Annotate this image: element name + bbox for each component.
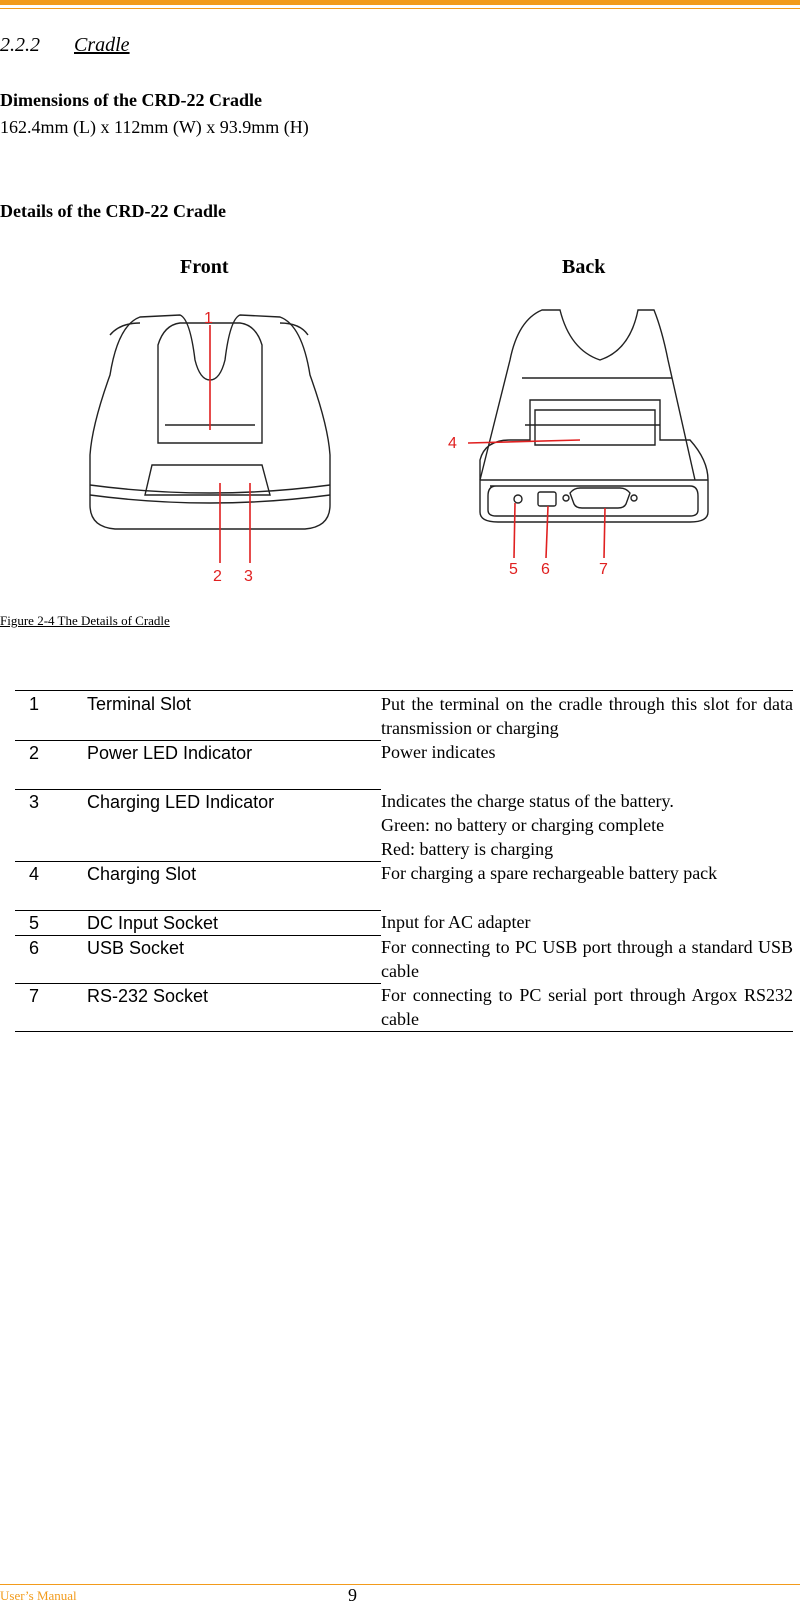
item-name: Charging LED Indicator — [87, 789, 381, 861]
item-name: RS-232 Socket — [87, 985, 209, 1006]
item-description: For charging a spare rechargeable battery pack — [381, 863, 718, 883]
callout-4: 4 — [448, 435, 457, 452]
section-number: 2.2.2 — [0, 34, 40, 56]
header-rule — [0, 0, 800, 5]
page-number: 9 — [348, 1585, 357, 1605]
item-name: DC Input Socket — [87, 910, 381, 935]
front-label: Front — [180, 256, 229, 278]
callout-3: 3 — [244, 568, 253, 585]
item-name: Terminal Slot — [87, 692, 381, 740]
item-description: Power indicates — [381, 742, 496, 762]
item-number: 1 — [15, 692, 87, 740]
item-description: For connecting to PC USB port through a standard USB cable — [381, 937, 793, 981]
header-rule-thin — [0, 8, 800, 9]
desc-line: Red: battery is charging — [381, 839, 554, 859]
item-description: For connecting to PC serial port through Argox RS232 cable — [381, 985, 793, 1029]
item-number: 4 — [15, 861, 87, 910]
callout-5: 5 — [509, 561, 518, 578]
item-description: Put the terminal on the cradle through this slot for data transmission or charging — [381, 694, 793, 738]
item-name: Charging Slot — [87, 861, 381, 910]
section-title: Cradle — [74, 34, 130, 56]
item-number: 2 — [15, 740, 87, 789]
callout-7: 7 — [599, 561, 608, 578]
table-row — [15, 861, 793, 910]
callout-2: 2 — [213, 568, 222, 585]
table-row — [15, 935, 793, 983]
dimensions-heading: Dimensions of the CRD-22 Cradle — [0, 90, 262, 110]
back-label: Back — [562, 256, 606, 278]
desc-line: Green: no battery or charging complete — [381, 815, 665, 835]
footer-manual-label: User’s Manual — [0, 1588, 77, 1603]
item-name: USB Socket — [87, 935, 381, 983]
dimensions-value: 162.4mm (L) x 112mm (W) x 93.9mm (H) — [0, 117, 309, 137]
cradle-back-image — [440, 300, 730, 590]
table-top-rule — [15, 690, 793, 691]
item-number: 3 — [15, 789, 87, 861]
section-heading — [0, 34, 130, 57]
table-row — [15, 789, 793, 861]
figure-caption: Figure 2-4 The Details of Cradle — [0, 613, 170, 628]
table-row — [15, 910, 793, 935]
details-heading: Details of the CRD-22 Cradle — [0, 201, 226, 221]
details-table — [15, 692, 793, 1032]
item-number: 7 — [29, 985, 40, 1006]
table-row — [15, 692, 793, 740]
item-description — [381, 789, 793, 861]
callout-1: 1 — [204, 310, 213, 327]
item-number: 5 — [15, 910, 87, 935]
desc-line: Indicates the charge status of the battery. — [381, 791, 674, 811]
item-name: Power LED Indicator — [87, 740, 381, 789]
table-row — [15, 740, 793, 789]
footer-rule — [0, 1584, 800, 1585]
item-description: Input for AC adapter — [381, 912, 531, 932]
item-number: 6 — [15, 935, 87, 983]
table-row — [15, 983, 793, 1032]
cradle-front-image — [80, 305, 340, 595]
callout-6: 6 — [541, 561, 550, 578]
